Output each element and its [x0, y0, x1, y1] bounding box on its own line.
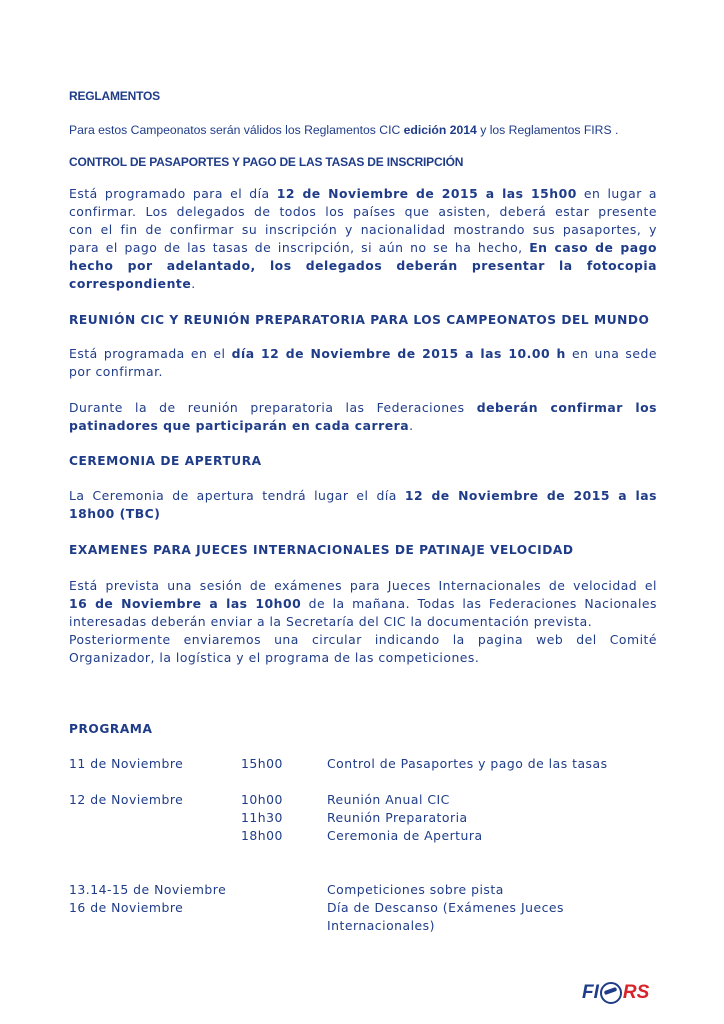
- programa-heading: PROGRAMA: [69, 722, 153, 736]
- reglamentos-edition: edición 2014: [403, 123, 477, 137]
- reglamentos-text-part: Para estos Campeonatos serán válidos los Reglamentos CIC: [69, 123, 404, 137]
- control-line: confirmar. Los delegados de todos los países que asisten, deberá estar presente: [69, 204, 657, 219]
- reglamentos-text: [69, 123, 657, 137]
- programa-desc: Día de Descanso (Exámenes Jueces: [327, 900, 564, 915]
- programa-date: 12 de Noviembre: [69, 792, 184, 807]
- control-paragraph: [69, 185, 657, 293]
- reglamentos-text-part: y los Reglamentos FIRS .: [476, 123, 619, 137]
- reunion-paragraph-2: [69, 399, 657, 435]
- programa-desc: Ceremonia de Apertura: [327, 828, 483, 843]
- reunion-line: por confirmar.: [69, 364, 163, 379]
- programa-desc: Reunión Preparatoria: [327, 810, 468, 825]
- ceremonia-paragraph: [69, 487, 657, 523]
- ceremonia-heading: CEREMONIA DE APERTURA: [69, 454, 262, 468]
- examenes-line: Está prevista una sesión de exámenes para Jueces Internacionales de velocidad el: [69, 578, 657, 593]
- programa-desc: Reunión Anual CIC: [327, 792, 450, 807]
- programa-date: 16 de Noviembre: [69, 900, 184, 915]
- programa-time: 11h30: [241, 810, 283, 825]
- examenes-paragraph: [69, 577, 657, 667]
- control-line: para el pago de las tasas de inscripción, si aún no se ha hecho, En caso de pago: [69, 240, 657, 255]
- programa-time: 18h00: [241, 828, 283, 843]
- programa-date: 11 de Noviembre: [69, 756, 184, 771]
- control-line: con el fin de confirmar su inscripción y nacionalidad mostrando sus pasaportes, y: [69, 222, 657, 237]
- logo-text-right: RS: [622, 982, 650, 1003]
- reunion-line: Está programada en el día 12 de Noviembre de 2015 a las 10.00 h en una sede: [69, 346, 657, 361]
- control-line: hecho por adelantado, los delegados deberán presentar la fotocopia: [69, 258, 657, 273]
- programa-time: 15h00: [241, 756, 283, 771]
- skater-ball-icon: [600, 982, 622, 1004]
- examenes-line: Organizador, la logística y el programa de las competiciones.: [69, 650, 480, 665]
- examenes-line: Posteriormente enviaremos una circular indicando la pagina web del Comité: [69, 632, 657, 647]
- reunion-heading: REUNIÓN CIC Y REUNIÓN PREPARATORIA PARA LOS CAMPEONATOS DEL MUNDO: [69, 313, 650, 327]
- control-line: Está programado para el día 12 de Noviembre de 2015 a las 15h00 en lugar a: [69, 186, 658, 201]
- reunion-line: Durante la de reunión preparatoria las Federaciones deberán confirmar los: [69, 400, 657, 415]
- reglamentos-heading: REGLAMENTOS: [69, 89, 160, 103]
- firs-logo: [582, 978, 672, 1008]
- control-heading: CONTROL DE PASAPORTES Y PAGO DE LAS TASAS DE INSCRIPCIÓN: [69, 155, 464, 169]
- ceremonia-line: 18h00 (TBC): [69, 506, 161, 521]
- control-line: correspondiente.: [69, 276, 196, 291]
- reunion-line: patinadores que participarán en cada carrera.: [69, 418, 414, 433]
- ceremonia-line: La Ceremonia de apertura tendrá lugar el día 12 de Noviembre de 2015 a las: [69, 488, 657, 503]
- programa-time: 10h00: [241, 792, 283, 807]
- reunion-paragraph-1: [69, 345, 657, 381]
- examenes-line: interesadas deberán enviar a la Secretaría del CIC la documentación prevista.: [69, 614, 593, 629]
- programa-desc: Internacionales): [327, 918, 435, 933]
- examenes-line: 16 de Noviembre a las 10h00 de la mañana. Todas las Federaciones Nacionales: [69, 596, 657, 611]
- programa-date: 13.14-15 de Noviembre: [69, 882, 227, 897]
- examenes-heading: EXAMENES PARA JUECES INTERNACIONALES DE PATINAJE VELOCIDAD: [69, 543, 574, 557]
- programa-desc: Control de Pasaportes y pago de las tasas: [327, 756, 608, 771]
- logo-text-left: FI: [582, 982, 599, 1003]
- programa-desc: Competiciones sobre pista: [327, 882, 504, 897]
